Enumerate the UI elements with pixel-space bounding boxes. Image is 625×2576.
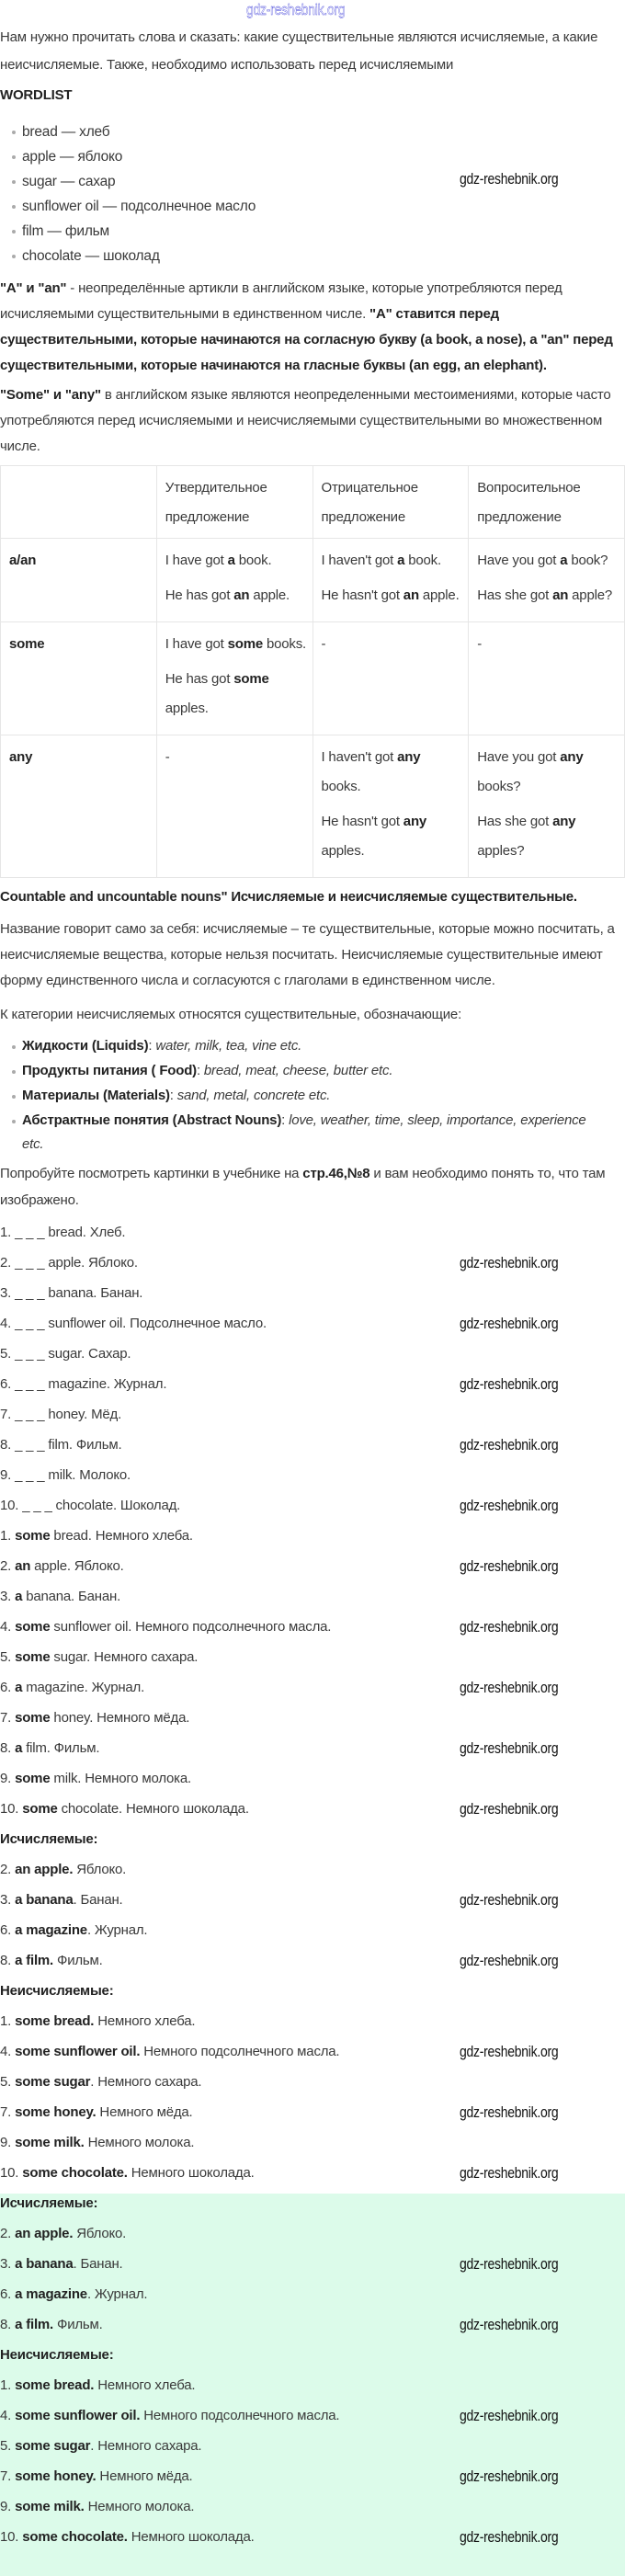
watermark-text: gdz-reshebnik.org — [460, 2164, 559, 2182]
list-item — [0, 2376, 625, 2406]
bold-text: an — [15, 1558, 31, 1574]
text-segment: 10. — [0, 1801, 23, 1817]
bold-text: some — [15, 1771, 51, 1786]
text-segment: He has got — [165, 671, 234, 687]
bold-text: some honey. — [15, 2104, 97, 2120]
watermark-text: gdz-reshebnik.org — [460, 1618, 559, 1636]
bold-text: Материалы (Materials) — [22, 1088, 170, 1103]
text-segment: - — [321, 636, 326, 652]
categories-list — [0, 1034, 625, 1157]
table-header-cell: Утвердительное предложение — [156, 466, 312, 539]
some-any-paragraph — [0, 382, 625, 460]
wordlist-text: sunflower oil — подсолнечное масло — [22, 199, 256, 214]
bold-text: a — [15, 1680, 23, 1695]
list-item — [0, 2285, 625, 2315]
text-segment: apples. — [165, 701, 209, 716]
example-sentence — [477, 630, 619, 659]
text-segment: . Журнал. — [86, 2286, 148, 2302]
text-segment: 6. — [0, 2286, 16, 2302]
table-header-cell: Отрицательное предложение — [312, 466, 469, 539]
text-segment: apples? — [477, 843, 525, 859]
watermark-text: gdz-reshebnik.org — [460, 1891, 559, 1909]
text-segment: 5. — [0, 2438, 16, 2454]
text-segment: 10. — [0, 2165, 23, 2181]
list-item — [0, 1314, 625, 1344]
bold-text: some milk. — [15, 2499, 85, 2514]
text-segment: Немного хлеба. — [94, 2377, 196, 2393]
watermark-text: gdz-reshebnik.org — [460, 1557, 559, 1575]
text-segment: 9. — [0, 2499, 16, 2514]
list-item — [0, 1860, 625, 1890]
table-header-cell: Вопросительное предложение — [469, 466, 625, 539]
text-segment: books? — [477, 779, 521, 794]
uncountable-explanation: Название говорит само за себя: исчисляемые – те существительные, которые можно посчитать, а неисчисляемые вещества, которые нельзя посчитать. Неисчисляемые существительные имеют форму единственного числа и согласуются с глаголами в единственном числе. — [0, 921, 615, 988]
table-header-cell — [1, 466, 157, 539]
table-row — [1, 735, 625, 878]
watermark-text: gdz-reshebnik.org — [460, 2103, 559, 2121]
bold-text: some chocolate. — [22, 2529, 128, 2545]
example-sentence — [322, 743, 463, 802]
text-segment: Попробуйте посмотреть картинки в учебнике на — [0, 1166, 303, 1181]
italic-text: bread, meat, cheese, butter etc. — [203, 1063, 393, 1078]
text-segment: . Журнал. — [86, 1922, 148, 1938]
text-segment: Немного молока. — [84, 2499, 195, 2514]
list-item — [0, 2436, 625, 2467]
text-segment: Has she got — [477, 587, 553, 603]
text-segment: Немного шоколада. — [127, 2529, 255, 2545]
example-sentence — [477, 581, 619, 610]
text-segment: 4. — [0, 1619, 16, 1635]
watermark-text: gdz-reshebnik.org — [460, 1800, 559, 1818]
bold-text: a — [397, 553, 405, 568]
text-segment: . Немного сахара. — [90, 2074, 202, 2090]
list-item — [0, 2406, 625, 2436]
text-segment: 8. — [0, 1953, 16, 1968]
list-item — [0, 1587, 625, 1617]
list-item — [0, 2163, 625, 2194]
text-segment: - — [165, 749, 170, 765]
bold-text: an — [403, 587, 419, 603]
text-segment: 10. — [0, 2529, 23, 2545]
text-segment: milk. Немного молока. — [50, 1771, 191, 1786]
text-segment: He hasn't got — [321, 814, 403, 829]
bold-text: a magazine — [15, 2286, 87, 2302]
bold-text: стр.46,№8 — [302, 1166, 370, 1181]
bold-text: "A" ставится перед существительными, которые начинаются на согласную букву (a book, a nose), а "an" перед существительными, которые начинаются на гласные буквы (an egg, an elephant). — [0, 306, 613, 373]
table-cell — [469, 539, 625, 622]
bold-text: a — [15, 1740, 23, 1756]
text-segment: Has she got — [477, 814, 553, 829]
uncountable-group-title: Неисчисляемые: — [0, 2347, 114, 2363]
text-segment: 5. _ _ _ sugar. Сахар. — [0, 1346, 131, 1362]
list-item — [0, 1374, 625, 1405]
row-label: some — [1, 622, 157, 735]
text-segment: apples. — [321, 843, 365, 859]
text-segment: film. Фильм. — [22, 1740, 100, 1756]
site-watermark-logo: gdz-reshebnik.org — [246, 1, 346, 18]
list-item — [0, 1405, 625, 1435]
example-sentence — [322, 807, 463, 866]
list-item — [0, 1253, 625, 1283]
list-item — [0, 1526, 625, 1556]
table-cell — [156, 539, 312, 622]
watermark-text: gdz-reshebnik.org — [460, 2528, 559, 2546]
text-segment: Немного подсолнечного масла. — [140, 2044, 340, 2059]
list-item — [0, 2133, 625, 2163]
bold-text: some — [15, 1649, 51, 1665]
text-segment: Яблоко. — [73, 2226, 127, 2241]
text-segment: - — [477, 636, 483, 652]
text-segment: . Немного сахара. — [90, 2438, 202, 2454]
text-segment: 9. — [0, 1771, 16, 1786]
example-sentence — [165, 630, 307, 659]
wordlist-title: WORDLIST — [0, 87, 73, 103]
example-sentence — [165, 581, 307, 610]
countable-group-title: Исчисляемые: — [0, 2195, 98, 2211]
text-segment: 10. _ _ _ chocolate. Шоколад. — [0, 1498, 181, 1513]
articles-paragraph — [0, 276, 625, 379]
text-segment: 4. _ _ _ sunflower oil. Подсолнечное масло. — [0, 1316, 267, 1331]
text-segment: Немного подсолнечного масла. — [140, 2408, 340, 2423]
bold-text: any — [552, 814, 576, 829]
text-segment: . Банан. — [73, 1892, 123, 1908]
text-segment: 9. — [0, 2135, 16, 2150]
bold-text: some — [22, 1801, 58, 1817]
text-segment: He hasn't got — [321, 587, 403, 603]
text-segment: - неопределённые артикли в английском языке, которые употребляются перед исчисляемыми существительными в единственном числе. — [0, 280, 562, 322]
text-segment: chocolate. Немного шоколада. — [57, 1801, 249, 1817]
text-segment: 3. — [0, 2256, 16, 2272]
list-item — [0, 2042, 625, 2072]
list-item — [0, 2527, 625, 2558]
list-item — [0, 2012, 625, 2042]
example-sentence — [165, 546, 307, 576]
categories-intro: К категории неисчисляемых относятся существительные, обозначающие: — [0, 1007, 462, 1022]
italic-text: love, weather, time, sleep, importance, experience etc. — [22, 1112, 586, 1152]
text-segment: 3. — [0, 1892, 16, 1908]
text-segment: . Банан. — [73, 2256, 123, 2272]
table-cell — [469, 622, 625, 735]
bold-text: a banana — [15, 2256, 74, 2272]
bold-text: any — [560, 749, 584, 765]
row-label: a/an — [1, 539, 157, 622]
list-item — [0, 1951, 625, 1981]
text-segment: 1. — [0, 2013, 16, 2029]
bold-text: some — [15, 1619, 51, 1635]
example-sentence — [165, 665, 307, 724]
countable-group-title: Исчисляемые: — [0, 1831, 98, 1847]
wordlist-item — [0, 194, 625, 219]
text-segment: 8. _ _ _ film. Фильм. — [0, 1437, 122, 1453]
example-sentence — [477, 546, 619, 576]
bold-text: some sunflower oil. — [15, 2408, 141, 2423]
text-segment: : — [196, 1063, 204, 1078]
list-item — [0, 1344, 625, 1374]
example-sentence — [322, 630, 463, 659]
text-segment: 5. — [0, 2074, 16, 2090]
wordlist-text: chocolate — шоколад — [22, 248, 160, 264]
uncountable-group-list — [0, 2376, 625, 2558]
text-segment: apple. — [249, 587, 290, 603]
list-item — [0, 2497, 625, 2527]
list-item — [0, 2072, 625, 2103]
text-segment: 2. — [0, 2226, 16, 2241]
watermark-text: gdz-reshebnik.org — [460, 1952, 559, 1969]
list-item — [0, 1890, 625, 1921]
text-segment: honey. Немного мёда. — [50, 1710, 190, 1726]
text-segment: : — [281, 1112, 290, 1128]
list-item — [0, 1084, 625, 1108]
bold-text: any — [403, 814, 427, 829]
text-segment: 7. — [0, 1710, 16, 1726]
text-segment: 2. _ _ _ apple. Яблоко. — [0, 1255, 138, 1271]
table-row — [1, 539, 625, 622]
text-segment: I have got — [165, 553, 228, 568]
list-item — [0, 1799, 625, 1829]
text-segment: Яблоко. — [73, 1862, 127, 1877]
list-item — [0, 2103, 625, 2133]
table-cell — [156, 622, 312, 735]
text-segment: 3. — [0, 1589, 16, 1604]
list-item — [0, 2254, 625, 2285]
text-segment: 4. — [0, 2408, 16, 2423]
text-segment: 8. — [0, 2317, 16, 2332]
wordlist-text: apple — яблоко — [22, 149, 123, 165]
bold-text: "A" и "an" — [0, 280, 67, 296]
table-cell — [156, 735, 312, 878]
list-item — [0, 1617, 625, 1647]
wordlist-item — [0, 244, 625, 268]
table-header-row — [1, 466, 625, 539]
bold-text: some milk. — [15, 2135, 85, 2150]
text-segment: book. — [234, 553, 272, 568]
wordlist-text: film — фильм — [22, 223, 110, 239]
bold-text: some sugar — [15, 2438, 91, 2454]
bold-text: an apple. — [15, 2226, 74, 2241]
countable-heading: Countable and uncountable nouns" Исчисляемые и неисчисляемые существительные. — [0, 889, 577, 905]
watermark-text: gdz-reshebnik.org — [460, 1739, 559, 1757]
intro-paragraph: Нам нужно прочитать слова и сказать: какие существительные являются исчисляемые, а какие неисчисляемые. Также, необходимо использовать перед исчисляемыми — [0, 29, 598, 73]
text-segment: 5. — [0, 1649, 16, 1665]
bold-text: any — [397, 749, 421, 765]
list-item — [0, 1034, 625, 1058]
bold-text: a film. — [15, 1953, 54, 1968]
list-item — [0, 1738, 625, 1769]
list-item — [0, 1059, 625, 1083]
text-segment: magazine. Журнал. — [22, 1680, 145, 1695]
text-segment: Have you got — [477, 749, 561, 765]
text-segment: I haven't got — [321, 749, 398, 765]
text-segment: Немного мёда. — [96, 2104, 193, 2120]
italic-text: water, milk, tea, vine etc. — [155, 1038, 302, 1054]
text-segment: 8. — [0, 1740, 16, 1756]
text-segment: 7. _ _ _ honey. Мёд. — [0, 1407, 122, 1422]
wordlist-text: sugar — сахар — [22, 174, 116, 189]
bold-text: a banana — [15, 1892, 74, 1908]
bold-text: "Some" и "any" — [0, 387, 101, 403]
text-segment: I haven't got — [321, 553, 398, 568]
list-item — [0, 1556, 625, 1587]
bold-text: some — [227, 636, 263, 652]
bold-text: some sugar — [15, 2074, 91, 2090]
answer-groups-highlighted — [0, 2194, 625, 2576]
text-segment: He has got — [165, 587, 234, 603]
task-instruction — [0, 1160, 625, 1214]
list-item — [0, 1647, 625, 1678]
bold-text: some — [233, 671, 269, 687]
text-segment: в английском языке являются неопределенными местоимениями, которые часто употребляются перед исчисляемыми и неисчисляемыми существительными во множественном числе. — [0, 387, 611, 454]
wordlist-item — [0, 219, 625, 244]
bold-text: some bread. — [15, 2377, 95, 2393]
watermark-text: gdz-reshebnik.org — [460, 170, 559, 188]
bold-text: a magazine — [15, 1922, 87, 1938]
watermark-text: gdz-reshebnik.org — [460, 1254, 559, 1271]
grammar-table — [0, 465, 625, 878]
bold-text: Жидкости (Liquids) — [22, 1038, 149, 1054]
table-cell — [312, 622, 469, 735]
text-segment: : — [169, 1088, 177, 1103]
wordlist-item — [0, 169, 625, 194]
text-segment: books. — [321, 779, 361, 794]
answer-groups — [0, 1829, 625, 2194]
text-segment: I have got — [165, 636, 228, 652]
text-segment: book. — [404, 553, 441, 568]
list-item — [0, 1465, 625, 1496]
bold-text: some sunflower oil. — [15, 2044, 141, 2059]
countable-group-list — [0, 1860, 625, 1981]
text-segment: apple? — [568, 587, 612, 603]
countable-group-list — [0, 2224, 625, 2345]
bold-text: some — [15, 1528, 51, 1544]
text-segment: 3. _ _ _ banana. Банан. — [0, 1285, 143, 1301]
text-segment: 7. — [0, 2468, 16, 2484]
text-segment: 1. — [0, 1528, 16, 1544]
italic-text: sand, metal, concrete etc. — [176, 1088, 331, 1103]
text-segment: Немного хлеба. — [94, 2013, 196, 2029]
text-segment: Фильм. — [53, 1953, 103, 1968]
text-segment: 2. — [0, 1862, 16, 1877]
row-label: any — [1, 735, 157, 878]
example-sentence — [322, 581, 463, 610]
watermark-text: gdz-reshebnik.org — [460, 2468, 559, 2485]
text-segment: : — [148, 1038, 156, 1054]
text-segment: 7. — [0, 2104, 16, 2120]
text-segment: sugar. Немного сахара. — [50, 1649, 199, 1665]
watermark-text: gdz-reshebnik.org — [460, 1436, 559, 1453]
text-segment: 6. — [0, 1680, 16, 1695]
text-segment: Немного мёда. — [96, 2468, 193, 2484]
watermark-text: gdz-reshebnik.org — [460, 1375, 559, 1393]
list-item — [0, 2467, 625, 2497]
list-item — [0, 1708, 625, 1738]
watermark-text: gdz-reshebnik.org — [460, 2407, 559, 2424]
watermark-text: gdz-reshebnik.org — [460, 2043, 559, 2060]
wordlist-item — [0, 144, 625, 169]
uncountable-group-list — [0, 2012, 625, 2194]
text-segment: 9. _ _ _ milk. Молоко. — [0, 1467, 131, 1483]
answers-list — [0, 1526, 625, 1829]
table-cell — [469, 735, 625, 878]
text-segment: banana. Банан. — [22, 1589, 121, 1604]
table-cell — [312, 539, 469, 622]
bold-text: a — [15, 1589, 23, 1604]
bold-text: Абстрактные понятия (Abstract Nouns) — [22, 1112, 282, 1128]
list-item — [0, 1435, 625, 1465]
text-segment: 2. — [0, 1558, 16, 1574]
table-row — [1, 622, 625, 735]
list-item — [0, 1283, 625, 1314]
text-segment: sunflower oil. Немного подсолнечного масла. — [50, 1619, 332, 1635]
list-item — [0, 1496, 625, 1526]
text-segment: 1. _ _ _ bread. Хлеб. — [0, 1225, 126, 1240]
list-item — [0, 1678, 625, 1708]
text-segment: apple. Яблоко. — [30, 1558, 124, 1574]
text-segment: book? — [567, 553, 608, 568]
text-segment: 6. _ _ _ magazine. Журнал. — [0, 1376, 167, 1392]
list-item — [0, 2224, 625, 2254]
bold-text: an — [552, 587, 569, 603]
example-sentence — [477, 743, 619, 802]
bold-text: a — [560, 553, 568, 568]
list-item — [0, 1769, 625, 1799]
watermark-text: gdz-reshebnik.org — [460, 1679, 559, 1696]
bold-text: some — [15, 1710, 51, 1726]
text-segment: 6. — [0, 1922, 16, 1938]
text-segment: apple. — [418, 587, 460, 603]
watermark-text: gdz-reshebnik.org — [460, 1497, 559, 1514]
bold-text: a — [227, 553, 235, 568]
table-cell — [312, 735, 469, 878]
example-sentence — [477, 807, 619, 866]
text-segment: 4. — [0, 2044, 16, 2059]
bold-text: an apple. — [15, 1862, 74, 1877]
wordlist-text: bread — хлеб — [22, 124, 110, 140]
bold-text: some honey. — [15, 2468, 97, 2484]
bold-text: some bread. — [15, 2013, 95, 2029]
bold-text: some chocolate. — [22, 2165, 128, 2181]
list-item — [0, 1223, 625, 1253]
watermark-text: gdz-reshebnik.org — [460, 2316, 559, 2333]
bold-text: an — [233, 587, 250, 603]
watermark-text: gdz-reshebnik.org — [460, 1315, 559, 1332]
text-segment: books. — [263, 636, 306, 652]
watermark-text: gdz-reshebnik.org — [460, 2255, 559, 2273]
uncountable-group-title: Неисчисляемые: — [0, 1983, 114, 1999]
text-segment: Фильм. — [53, 2317, 103, 2332]
text-segment: 1. — [0, 2377, 16, 2393]
text-segment: Немного шоколада. — [127, 2165, 255, 2181]
list-item — [0, 2315, 625, 2345]
example-sentence — [322, 546, 463, 576]
list-item — [0, 1921, 625, 1951]
wordlist — [0, 120, 625, 268]
list-item — [0, 1109, 625, 1157]
text-segment: bread. Немного хлеба. — [50, 1528, 193, 1544]
text-segment: Немного молока. — [84, 2135, 195, 2150]
wordlist-item — [0, 120, 625, 144]
text-segment: Have you got — [477, 553, 561, 568]
bold-text: a film. — [15, 2317, 54, 2332]
bold-text: Продукты питания ( Food) — [22, 1063, 197, 1078]
text-segment: и вам необходимо понять то, что там изображено. — [0, 1166, 606, 1208]
example-sentence — [165, 743, 307, 772]
exercise-list — [0, 1223, 625, 1526]
